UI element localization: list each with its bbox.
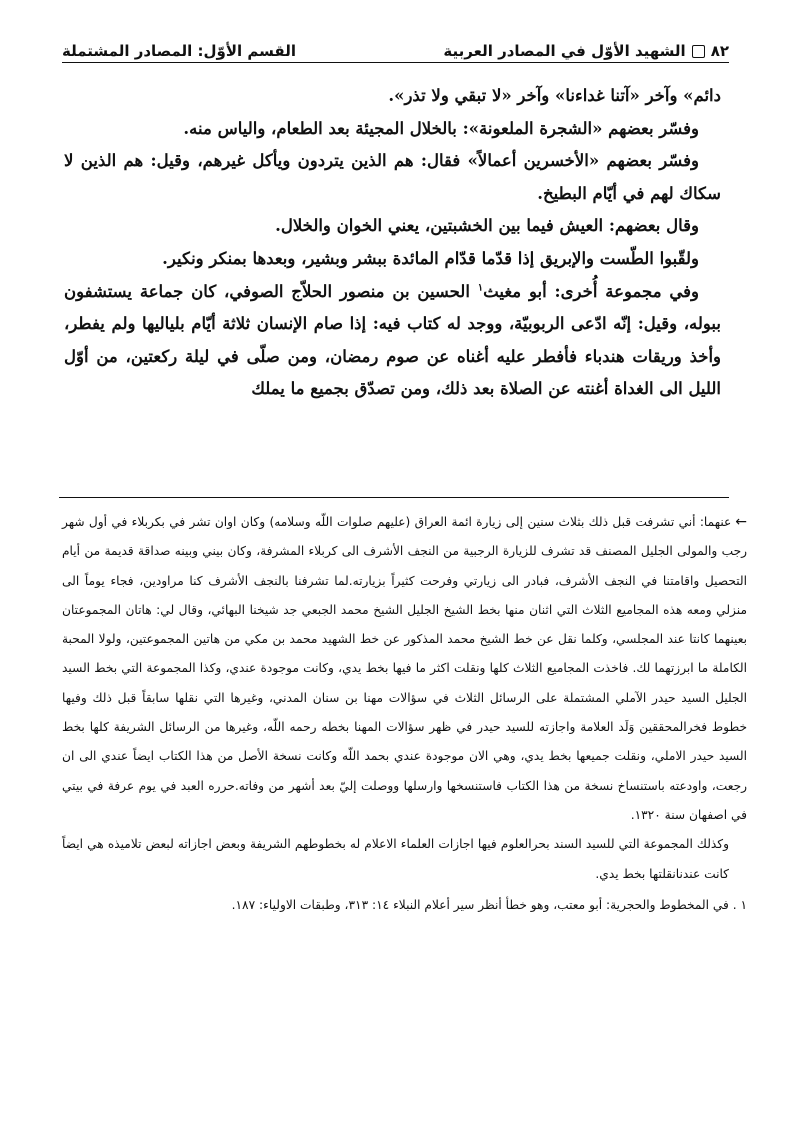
section-title: القسم الأوّل: المصادر المشتملة <box>62 42 296 60</box>
page-marker-icon <box>692 45 705 58</box>
footnote-text: عنهما: أني تشرفت قبل ذلك بثلاث سنين إلى زيارة ائمة العراق (عليهم صلوات اللّه وسلامه) وكان اوان تشر في بكربلاء في أول شهر رجب والمولى الجليل المصنف قد تشرف للزيارة الرجبية من النجف الأشرف الى كربلاء المشرفة، وكان بيني وبينه صداقة قديمة من أيام التحصيل واقامتنا في النجف الأشرف، فبادر الى زيارتي وفرحت كثيراً بزيارته.لما تشرفنا بالنجف الأشرف كنا مراودين، فجاء يوماً الى منزلي ومعه هذه المجاميع الثلاث التي اثنان منها بخط الشيخ الجليل الشيخ محمد الجبعي جد شيخنا البهائي، وقال لي: هاتان المجموعتان بعينهما كانتا عند المجلسي، وكلما نقل عن خط الشيخ محمد المذكور عن خط الشهيد محمد بن مكي من هاتين المجموعتين، ولولا المحبة الكاملة ما ابرزتهما لك. فاخذت المجاميع الثلاث كلها ونقلت اكثر ما فيها بخط يدي، وكانت موجودة عندي، وكذا المجموعة التي بخط السيد الجليل السيد حيدر الآملي المشتملة على الرسائل الثلاث في سؤالات مهنا بن سنان المدني، وغيرها التي نقلها سابقاً قبل ذلك وفيها خطوط فخرالمحققين وَلَد العلامة واجازته للسيد حيدر في ظهر سؤالات المهنا بخطه رحمه اللّه، وغيرها من الرسائل الشريفة كلها بخط السيد حيدر الاملي، ونقلت جميعها بخط يدي، وهي الان موجودة عندي بحمد اللّه وكانت نسخة الأصل من هذا الكتاب ايضاً عندي الى ان رجعت، واودعته باستنساخ نسخة من هذا الكتاب فاستنسخها وارسلها ووصلت إليّ بعد أشهر من وفاته.حرره العبد في يوم عرفة في بيتي في اصفهان سنة ١٣٢٠. <box>62 515 747 822</box>
paragraph: وقال بعضهم: العيش فيما بين الخشبتين، يعني الخوان والخلال. <box>275 216 699 236</box>
footnote-divider <box>59 497 729 498</box>
header-divider <box>62 62 729 63</box>
paragraph: وفسّر بعضهم «الشجرة الملعونة»: بالخلال المجيئة بعد الطعام، والياس منه. <box>183 118 699 138</box>
paragraph: وفسّر بعضهم «الأخسرين أعمالاً» فقال: هم الذين يتردون ويأكل غيرهم، وقيل: هم الذين لا سكاك لهم في أيّام البطيخ. <box>64 151 721 203</box>
paragraph: ولقّبوا الطّست والإبريق إذا قدّما قدّام المائدة ببشر وبشير، وبعدها بمنكر ونكير. <box>162 248 699 268</box>
paragraph-text: وفي مجموعة أُخرى: أبو مغيث <box>483 281 700 301</box>
main-text <box>64 80 721 406</box>
footnote-paragraph: وكذلك المجموعة التي للسيد السند بحرالعلوم فيها اجازات العلماء الاعلام له بخطوطهم الشريفة وبعض اجازاته لبعض تلاميذه هي ايضاً كانت عندنانقلتها بخط يدي. <box>62 837 729 881</box>
footnotes <box>62 508 747 920</box>
page-number: ٨٢ <box>710 42 729 60</box>
footnote-continued <box>62 508 747 830</box>
footnote-reference[interactable]: ١ <box>477 282 484 294</box>
paragraph-text: الحسين بن منصور الحلاّج الصوفي، كان جماعة يستشفون ببوله، وقيل: إنّه ادّعى الربوبيّة، ووجد له كتاب فيه: إذا صام الإنسان ثلاثة أيّام بلياليها ولم يفطر، وأخذ وريقات هندباء فأفطر عليه أغناه عن صوم رمضان، ومن صلّى في ليلة ركعتين، من أوّل الليل الى الغداة أغنته عن الصلاة بعد ذلك، ومن تصدّق بجميع ما يملك <box>64 281 721 399</box>
book-title: الشهيد الأوّل في المصادر العربية <box>443 42 686 60</box>
paragraph: دائم» وآخر «آتنا غداءنا» وآخر «لا تبقي ولا تذر». <box>388 86 721 105</box>
running-header <box>62 34 729 60</box>
footnote-1: ١ . في المخطوط والحجرية: أبو معتب، وهو خطأ أنظر سير أعلام النبلاء ١٤: ٣١٣، وطبقات الاولياء: ١٨٧. <box>231 897 747 912</box>
header-right <box>443 42 729 60</box>
continuation-arrow-icon: ← <box>735 514 747 530</box>
paragraph <box>64 276 721 406</box>
